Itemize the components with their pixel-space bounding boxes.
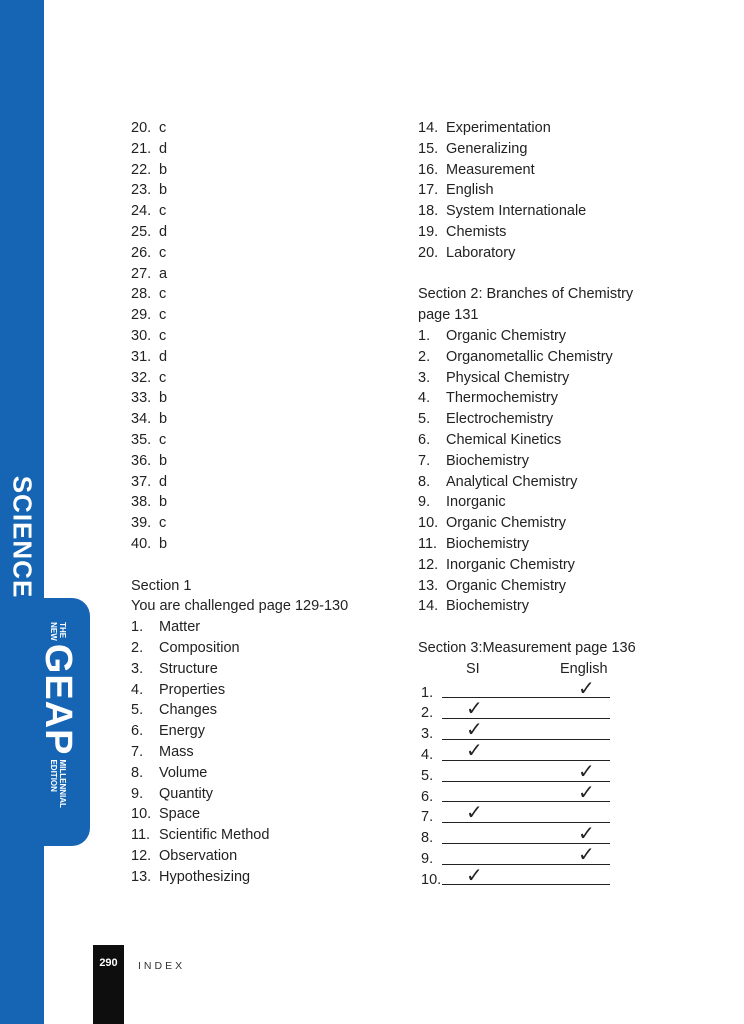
section1-item bbox=[131, 804, 348, 825]
answer-item-number: 37. bbox=[131, 473, 152, 490]
section2-item-number: 2. bbox=[418, 348, 431, 365]
section1-item-number: 1. bbox=[131, 619, 144, 636]
section1-item-text: Matter bbox=[159, 619, 201, 636]
section1-item-number: 10. bbox=[131, 806, 152, 823]
section1-item bbox=[131, 846, 348, 867]
section2-item-text: Thermochemistry bbox=[446, 390, 558, 407]
measurement-row bbox=[418, 760, 658, 784]
answer-item bbox=[131, 534, 348, 555]
answer-item bbox=[131, 326, 348, 347]
answer-item bbox=[131, 243, 348, 264]
section1-item-number: 3. bbox=[131, 660, 144, 677]
section2-item-number: 9. bbox=[418, 494, 431, 511]
footer-section-label: INDEX bbox=[138, 960, 186, 972]
measurement-row-number: 2. bbox=[421, 705, 434, 722]
section1-item bbox=[418, 118, 658, 139]
measurement-row-number: 7. bbox=[421, 809, 434, 826]
answer-item bbox=[131, 451, 348, 472]
measurement-row-number: 8. bbox=[421, 830, 434, 847]
section1-item-text: Scientific Method bbox=[159, 827, 270, 844]
section2-item-text: Biochemistry bbox=[446, 535, 529, 552]
answer-item bbox=[131, 264, 348, 285]
section1-item bbox=[131, 680, 348, 701]
section1-item-number: 11. bbox=[131, 827, 151, 844]
answer-item bbox=[131, 118, 348, 139]
checkmark-icon: ✓ bbox=[466, 719, 483, 742]
section2-item-number: 6. bbox=[418, 431, 431, 448]
section1-item-number: 8. bbox=[131, 764, 144, 781]
section1-item-number: 17. bbox=[418, 182, 439, 199]
section2-item bbox=[418, 513, 658, 534]
section1-item-text: Laboratory bbox=[446, 244, 516, 261]
section1-item bbox=[418, 201, 658, 222]
answer-item-text: b bbox=[159, 452, 168, 469]
answer-item bbox=[131, 284, 348, 305]
section2-page: page 131 bbox=[418, 307, 479, 324]
answer-item bbox=[131, 347, 348, 368]
section1-item-text: System Internationale bbox=[446, 203, 587, 220]
right-column bbox=[418, 118, 658, 887]
checkmark-icon: ✓ bbox=[466, 802, 483, 825]
answer-item-text: c bbox=[159, 369, 167, 386]
measurement-row-number: 5. bbox=[421, 767, 434, 784]
section2-item-number: 12. bbox=[418, 556, 439, 573]
answer-item-number: 23. bbox=[131, 182, 152, 199]
section1-item-number: 5. bbox=[131, 702, 144, 719]
section1-item bbox=[131, 617, 348, 638]
section1-item-number: 20. bbox=[418, 244, 439, 261]
answer-item-text: c bbox=[159, 203, 167, 220]
sidebar-subject-label: SCIENCE bbox=[7, 475, 38, 599]
section1-subtitle: You are challenged page 129-130 bbox=[131, 598, 349, 615]
section1-item-text: Measurement bbox=[446, 161, 535, 178]
answer-item-text: c bbox=[159, 244, 167, 261]
answer-item-number: 34. bbox=[131, 411, 152, 428]
section3-title: Section 3:Measurement page 136 bbox=[418, 639, 636, 656]
answer-item-text: d bbox=[159, 140, 168, 157]
answer-item-text: a bbox=[159, 265, 168, 282]
checkmark-icon: ✓ bbox=[578, 843, 595, 866]
measurement-row-number: 4. bbox=[421, 746, 434, 763]
answer-item-text: b bbox=[159, 161, 168, 178]
section2-item bbox=[418, 596, 658, 617]
answer-item-number: 33. bbox=[131, 390, 152, 407]
answer-item-number: 26. bbox=[131, 244, 152, 261]
section2-item-text: Organometallic Chemistry bbox=[446, 348, 613, 365]
section1-item-text: Volume bbox=[159, 764, 208, 781]
checkmark-icon: ✓ bbox=[578, 781, 595, 804]
answer-item-number: 20. bbox=[131, 120, 152, 136]
section1-item-text: Changes bbox=[159, 702, 218, 719]
answer-item bbox=[131, 430, 348, 451]
section3-rows bbox=[418, 677, 658, 888]
section2-item-text: Analytical Chemistry bbox=[446, 473, 578, 490]
section1-item-text: Space bbox=[159, 806, 201, 823]
section2-item bbox=[418, 451, 658, 472]
checkmark-icon: ✓ bbox=[466, 739, 483, 762]
measurement-row-number: 1. bbox=[421, 684, 434, 701]
answer-item-number: 22. bbox=[131, 161, 152, 178]
section1-item bbox=[131, 763, 348, 784]
section1-item-text: English bbox=[446, 182, 494, 199]
answer-item-number: 31. bbox=[131, 348, 152, 365]
section1-item-text: Experimentation bbox=[446, 120, 551, 136]
measurement-row-number: 10. bbox=[421, 871, 442, 888]
answer-item-number: 30. bbox=[131, 327, 152, 344]
section2-item bbox=[418, 555, 658, 576]
answer-item bbox=[131, 388, 348, 409]
section1-item-number: 7. bbox=[131, 743, 144, 760]
measurement-row bbox=[418, 864, 658, 888]
section1-item-number: 16. bbox=[418, 161, 439, 178]
section1-item-number: 4. bbox=[131, 681, 144, 698]
section1-item bbox=[131, 784, 348, 805]
section1-item bbox=[131, 825, 348, 846]
section1-item bbox=[131, 742, 348, 763]
section2-item bbox=[418, 534, 658, 555]
section1-item-text: Chemists bbox=[446, 223, 507, 240]
answer-item bbox=[131, 492, 348, 513]
brand-geap: GEAP bbox=[37, 643, 79, 756]
answer-item-text: c bbox=[159, 307, 167, 324]
section1-item bbox=[418, 139, 658, 160]
measurement-row bbox=[418, 677, 658, 701]
section1-item bbox=[131, 700, 348, 721]
section1-item-text: Composition bbox=[159, 639, 240, 656]
section2-item-text: Organic Chemistry bbox=[446, 577, 567, 594]
section1-item bbox=[418, 180, 658, 201]
measurement-row-number: 3. bbox=[421, 726, 434, 743]
section1-item bbox=[131, 659, 348, 680]
measurement-row bbox=[418, 825, 658, 846]
section2-item-number: 11. bbox=[418, 535, 438, 552]
continued-list bbox=[418, 118, 658, 264]
page-number: 290 bbox=[99, 957, 118, 969]
measurement-row bbox=[418, 721, 658, 742]
section3-column-headers bbox=[418, 659, 658, 680]
section1-item bbox=[418, 160, 658, 181]
section2-item-text: Organic Chemistry bbox=[446, 515, 567, 532]
section2-item-number: 8. bbox=[418, 473, 431, 490]
checkmark-icon: ✓ bbox=[578, 760, 595, 783]
section1-item bbox=[418, 243, 658, 264]
answer-item bbox=[131, 513, 348, 534]
section2-item-number: 4. bbox=[418, 390, 431, 407]
answer-item-number: 32. bbox=[131, 369, 152, 386]
section1-item-number: 15. bbox=[418, 140, 439, 157]
answer-item-text: c bbox=[159, 286, 167, 303]
section1-item-number: 2. bbox=[131, 639, 144, 656]
brand-the-new: THE NEW bbox=[49, 622, 67, 641]
section1-item bbox=[131, 638, 348, 659]
measurement-row bbox=[418, 843, 658, 867]
section1-item-text: Hypothesizing bbox=[159, 868, 251, 885]
answer-item-text: c bbox=[159, 431, 167, 448]
answer-item bbox=[131, 305, 348, 326]
section1-item-number: 19. bbox=[418, 223, 439, 240]
measurement-row-number: 6. bbox=[421, 788, 434, 805]
answer-item-number: 25. bbox=[131, 223, 152, 240]
section1-item bbox=[131, 867, 348, 888]
section2-item-number: 13. bbox=[418, 577, 439, 594]
answer-item-text: b bbox=[159, 535, 168, 552]
section2-item-text: Biochemistry bbox=[446, 598, 529, 615]
answer-item bbox=[131, 201, 348, 222]
measurement-row bbox=[418, 804, 658, 825]
section1-item-text: Quantity bbox=[159, 785, 213, 802]
section1-title: Section 1 bbox=[131, 577, 192, 594]
answer-item-text: c bbox=[159, 515, 167, 532]
checkmark-icon: ✓ bbox=[578, 823, 595, 846]
section2-item bbox=[418, 472, 658, 493]
answer-item bbox=[131, 160, 348, 181]
answer-list bbox=[131, 118, 348, 555]
measurement-row bbox=[418, 739, 658, 763]
section2-item-text: Inorganic bbox=[446, 494, 506, 511]
section2-item bbox=[418, 347, 658, 368]
answer-item bbox=[131, 222, 348, 243]
answer-item-number: 21. bbox=[131, 140, 152, 157]
answer-item bbox=[131, 472, 348, 493]
section1-item-number: 14. bbox=[418, 120, 439, 136]
measurement-row-number: 9. bbox=[421, 850, 434, 867]
si-column-header: SI bbox=[466, 660, 480, 677]
answer-item-text: c bbox=[159, 120, 167, 136]
brand-edition: MILLENNIAL EDITION bbox=[49, 759, 67, 808]
checkmark-icon: ✓ bbox=[466, 698, 483, 721]
section1-item-number: 13. bbox=[131, 868, 152, 885]
answer-item bbox=[131, 139, 348, 160]
answer-item-number: 40. bbox=[131, 535, 152, 552]
section1-item-text: Energy bbox=[159, 723, 205, 740]
answer-item-text: d bbox=[159, 473, 168, 490]
section2-item-number: 5. bbox=[418, 411, 431, 428]
section1-item bbox=[418, 222, 658, 243]
answer-item-number: 36. bbox=[131, 452, 152, 469]
section2-item bbox=[418, 388, 658, 409]
answer-item-number: 24. bbox=[131, 203, 152, 220]
brand-logo bbox=[39, 622, 77, 808]
section2-item-text: Organic Chemistry bbox=[446, 327, 567, 344]
answer-item bbox=[131, 368, 348, 389]
section2-item bbox=[418, 492, 658, 513]
section1-item-text: Mass bbox=[159, 743, 194, 760]
checkmark-icon: ✓ bbox=[466, 864, 483, 887]
section1-item-number: 18. bbox=[418, 203, 439, 220]
english-column-header: English bbox=[560, 660, 608, 677]
section1-item-text: Generalizing bbox=[446, 140, 528, 157]
answer-item-text: b bbox=[159, 494, 168, 511]
answer-item-number: 27. bbox=[131, 265, 152, 282]
section1-list bbox=[131, 617, 348, 887]
section2-item-text: Physical Chemistry bbox=[446, 369, 570, 386]
checkmark-icon: ✓ bbox=[578, 677, 595, 700]
section1-item-text: Structure bbox=[159, 660, 218, 677]
section2-list bbox=[418, 326, 658, 617]
answer-item-number: 29. bbox=[131, 307, 152, 324]
measurement-row bbox=[418, 781, 658, 805]
section2-item-text: Electrochemistry bbox=[446, 411, 554, 428]
section2-item bbox=[418, 409, 658, 430]
section1-item-text: Observation bbox=[159, 847, 238, 864]
measurement-row bbox=[418, 700, 658, 721]
section2-item-number: 1. bbox=[418, 327, 431, 344]
section1-item bbox=[131, 721, 348, 742]
section2-item-number: 7. bbox=[418, 452, 431, 469]
answer-item-text: d bbox=[159, 348, 168, 365]
section2-title: Section 2: Branches of Chemistry bbox=[418, 286, 634, 303]
section1-item-number: 12. bbox=[131, 847, 152, 864]
section2-item-number: 3. bbox=[418, 369, 431, 386]
section2-item-text: Chemical Kinetics bbox=[446, 431, 562, 448]
section2-item-number: 10. bbox=[418, 515, 439, 532]
answer-item bbox=[131, 180, 348, 201]
answer-item-text: d bbox=[159, 223, 168, 240]
answer-item-number: 28. bbox=[131, 286, 152, 303]
answer-item-text: b bbox=[159, 182, 168, 199]
section2-item-text: Inorganic Chemistry bbox=[446, 556, 575, 573]
answer-item-text: c bbox=[159, 327, 167, 344]
section2-item bbox=[418, 430, 658, 451]
answer-item-text: b bbox=[159, 390, 168, 407]
section2-item-number: 14. bbox=[418, 598, 439, 615]
answer-item-number: 39. bbox=[131, 515, 152, 532]
section1-item-text: Properties bbox=[159, 681, 226, 698]
section2-item-text: Biochemistry bbox=[446, 452, 529, 469]
section1-item-number: 9. bbox=[131, 785, 144, 802]
answer-item-number: 35. bbox=[131, 431, 152, 448]
section2-item bbox=[418, 368, 658, 389]
section2-item bbox=[418, 576, 658, 597]
answer-item-text: b bbox=[159, 411, 168, 428]
answer-item-number: 38. bbox=[131, 494, 152, 511]
answer-item bbox=[131, 409, 348, 430]
section1-item-number: 6. bbox=[131, 723, 144, 740]
section2-item bbox=[418, 326, 658, 347]
left-column bbox=[131, 118, 348, 887]
